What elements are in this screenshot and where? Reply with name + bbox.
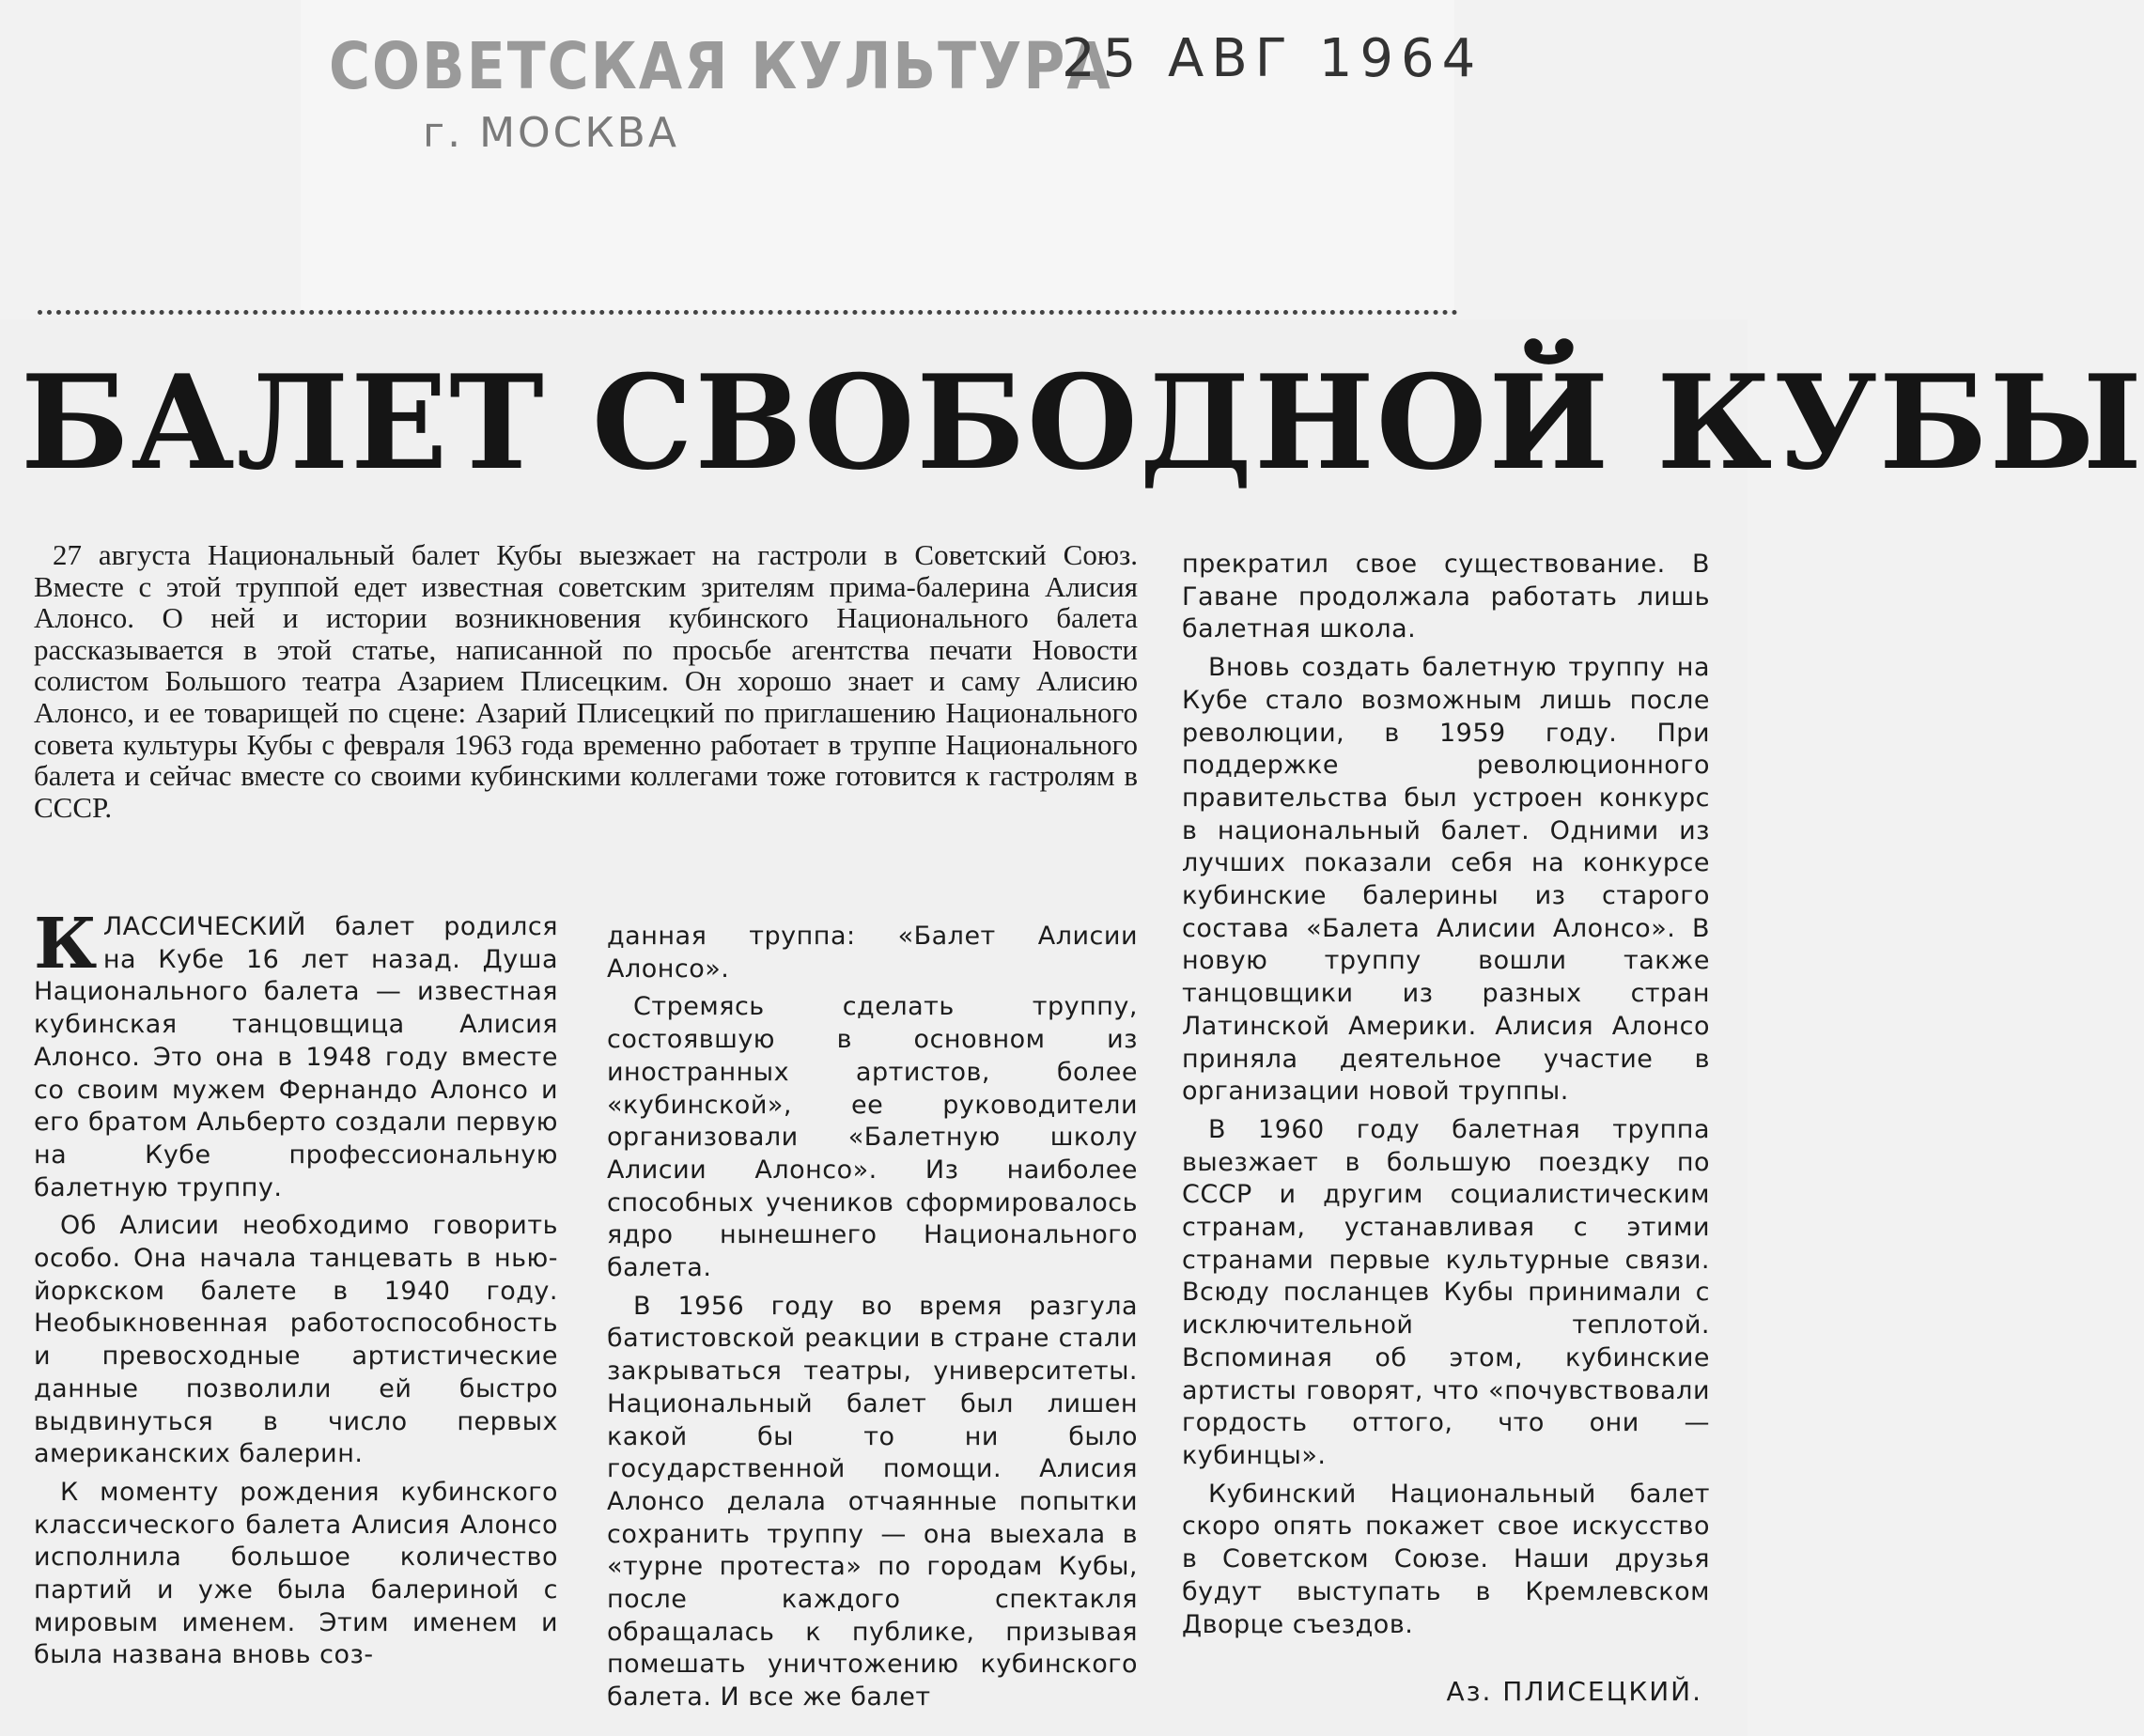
paragraph: прекратил свое существование. В Гаване продолжала работать лишь балетная школа. bbox=[1182, 550, 1710, 644]
article-column-3 bbox=[1182, 549, 1710, 1647]
cut-line bbox=[38, 310, 1458, 315]
article-column-2 bbox=[607, 921, 1138, 1720]
article-column-1 bbox=[34, 904, 558, 1678]
paragraph: К моменту рождения кубинского классического балета Алисия Алонсо исполнила большое количество партий и уже была балериной с мировым именем. Этим именем и была названа вновь соз- bbox=[34, 1477, 558, 1670]
paragraph: В 1956 году во время разгула батистовской реакции в стране стали закрываться театры, университеты. Национальный балет был лишен какой бы то ни было государственной помощи. Алисия Алонсо делала отчаянные попытки сохранить труппу — она выехала в «турне протеста» по городам Кубы, после каждого спектакля обращалась к публике, призывая помешать уничтожению кубинского балета. И все же балет bbox=[607, 1291, 1138, 1713]
article-headline: БАЛЕТ СВОБОДНОЙ КУБЫ bbox=[21, 346, 2144, 499]
date-stamp: 25 АВГ 1964 bbox=[1062, 28, 1484, 89]
paragraph-text: ЛАССИЧЕСКИЙ балет родился на Кубе 16 лет назад. Душа Национального балета — известная кубинская танцовщица Алисия Алонсо. Это она в 1948 году вместе со своим мужем Фернандо Алонсо и его братом Альберто создали первую на Кубе профессиональную балетную труппу. bbox=[34, 912, 558, 1202]
paragraph: Об Алисии необходимо говорить особо. Она начала танцевать в нью-йоркском балете в 1940 году. Необыкновенная работоспособность и превосходные артистические данные позволили ей быстро выдвинуться в число первых американских балерин. bbox=[34, 1211, 558, 1469]
paragraph: В 1960 году балетная труппа выезжает в большую поездку по СССР и другим социалистическим странам, устанавливая с этими странами первые культурные связи. Всюду посланцев Кубы принимали с исключительной теплотой. Вспоминая об этом, кубинские артисты говорят, что «почувствовали гордость оттого, что они — кубинцы». bbox=[1182, 1114, 1710, 1470]
paragraph: Кубинский Национальный балет скоро опять покажет свое искусство в Советском Союзе. Наши друзья будут выступать в Кремлевском Дворце съездов. bbox=[1182, 1479, 1710, 1639]
author-signature: Аз. ПЛИСЕЦКИЙ. bbox=[1446, 1676, 1702, 1707]
paragraph bbox=[34, 904, 558, 1204]
city-stamp: г. МОСКВА bbox=[423, 109, 679, 157]
paragraph: данная труппа: «Балет Алисии Алонсо». bbox=[607, 922, 1138, 984]
article-lead: 27 августа Национальный балет Кубы выезжает на гастроли в Советский Союз. Вместе с этой труппой едет известная советским зрителям прима-балерина Алисия Алонсо. О ней и истории возникновения кубинского Национального балета рассказывается в этой статье, написанной по просьбе агентства печати Новости солистом Большого театра Азарием Плисецким. Он хорошо знает и саму Алисию Алонсо, и ее товарищей по сцене: Азарий Плисецкий по приглашению Национального совета культуры Кубы с февраля 1963 года временно работает в труппе Национального балета и сейчас вместе со своими кубинскими коллегами тоже готовится к гастролям в СССР. bbox=[34, 538, 1138, 824]
paragraph: Стремясь сделать труппу, состоявшую в основном из иностранных артистов, более «кубинской», ее руководители организовали «Балетную школу Алисии Алонсо». Из наиболее способных учеников сформировалось ядро нынешнего Национального балета. bbox=[607, 992, 1138, 1283]
newspaper-stamp: СОВЕТСКАЯ КУЛЬТУРА bbox=[329, 28, 1112, 105]
paragraph: Вновь создать балетную труппу на Кубе стало возможным лишь после революции, в 1959 году. При поддержке революционного правительства был устроен конкурс в национальный балет. Одними из лучших показали себя на конкурсе кубинские балерины из старого состава «Балета Алисии Алонсо». В новую труппу вошли также танцовщики из разных стран Латинской Америки. Алисия Алонсо приняла деятельное участие в организации новой труппы. bbox=[1182, 653, 1710, 1107]
dropcap: К bbox=[34, 904, 98, 984]
